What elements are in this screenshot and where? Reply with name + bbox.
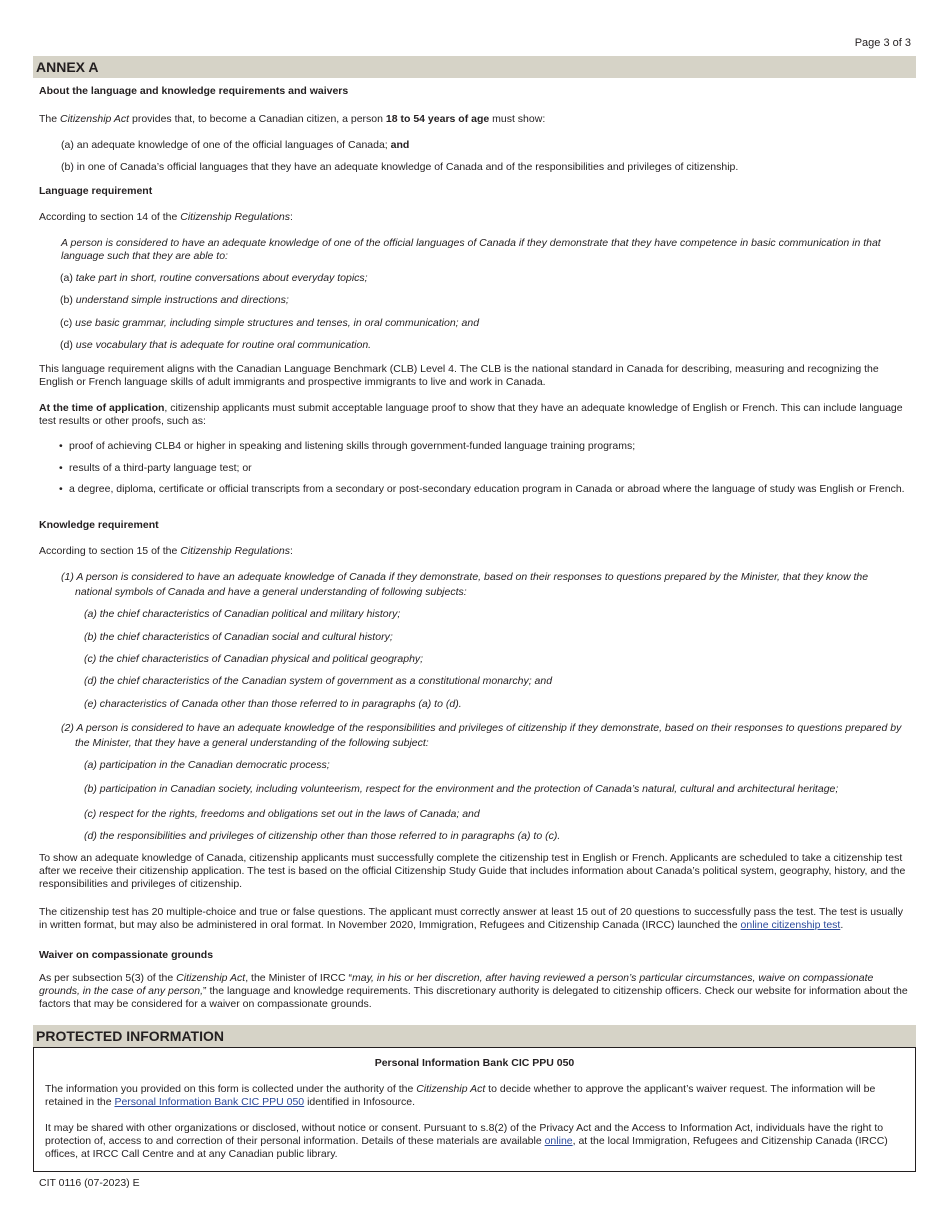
knowledge-p2-item: (d) the responsibilities and privileges of citizenship other than those referred to in paragraphs (a) to (c). [84, 830, 561, 842]
online-citizenship-test-link[interactable]: online citizenship test [740, 919, 841, 931]
protected-info-box [33, 1047, 916, 1172]
protected-title: PROTECTED INFORMATION [36, 1028, 224, 1044]
online-link[interactable]: online [544, 1135, 573, 1147]
waiver-post: ” the language and knowledge requirements. This discretionary authority is delegated to citizenship officers. Check our website for information about the factors that may be considered for a waiver on compassionate grounds. [39, 985, 908, 1010]
knowledge-according-reg: Citizenship Regulations [180, 545, 290, 557]
language-item-text: understand simple instructions and directions; [75, 294, 289, 306]
list-item-text: results of a third-party language test; or [69, 462, 252, 474]
language-item-label: (a) [60, 272, 76, 284]
annex-title: ANNEX A [36, 59, 99, 75]
bullet-icon: • [59, 483, 63, 495]
protected-p1-act: Citizenship Act [416, 1083, 486, 1095]
protected-p2 [45, 1122, 905, 1161]
test-format-end: . [840, 919, 844, 931]
list-item-text: a degree, diploma, certificate or official transcripts from a secondary or post-secondary education program in Canada or abroad where the language of study was English or French. [69, 483, 905, 495]
protected-p1-post: identified in Infosource. [304, 1096, 416, 1108]
test-format-text: The citizenship test has 20 multiple-choice and true or false questions. The applicant must correctly answer at least 15 out of 20 questions to successfully pass the test. The test is usually in written format, but may also be administered in oral format. In November 2020, Immigration, Refugees and Citizenship Canada (IRCC) launched the [39, 906, 903, 931]
annex-heading: About the language and knowledge requirements and waivers [39, 85, 349, 97]
waiver-quote: may, in his or her discretion, after having reviewed a person’s particular circumstances, waive on compassionate grounds, in the case of any person, [39, 972, 874, 997]
protected-p1 [45, 1083, 905, 1109]
knowledge-p1-item: (e) characteristics of Canada other than those referred to in paragraphs (a) to (d). [84, 698, 462, 710]
language-according-reg: Citizenship Regulations [180, 211, 290, 223]
bullet-icon: • [59, 462, 63, 474]
intro-age: 18 to 54 years of age [385, 113, 490, 125]
test-paragraph: To show an adequate knowledge of Canada, citizenship applicants must successfully complete the citizenship test in English or French. Applicants are scheduled to take a citizenship test after we receive their citizenship application. The test is based on the official Citizenship Study Guide that includes information about Canada’s political system, geography, history, and the responsibilities and privileges of citizenship. [39, 852, 906, 890]
language-item-label: (c) [60, 317, 76, 329]
application-rest: , citizenship applicants must submit acceptable language proof to show that they have an adequate knowledge of English or French. This can include language test results or other proofs, such as: [39, 402, 903, 427]
knowledge-heading: Knowledge requirement [39, 519, 159, 531]
knowledge-p2-item: (b) participation in Canadian society, including volunteerism, respect for the environment and the protection of Canada’s natural, cultural and architectural heritage; [84, 783, 839, 795]
language-quote: A person is considered to have an adequate knowledge of one of the official languages of Canada if they demonstrate that they have competence in basic communication in that language such that they are able to: [61, 237, 881, 262]
language-according-pre: According to section 14 of the [39, 211, 181, 223]
knowledge-according-post: : [290, 545, 293, 557]
language-item-text: use vocabulary that is adequate for routine oral communication. [75, 339, 372, 351]
intro-item-a-text: (a) an adequate knowledge of one of the official languages of Canada; [61, 139, 391, 151]
knowledge-p1-item: (c) the chief characteristics of Canadian physical and political geography; [84, 653, 424, 665]
knowledge-p1: (1) A person is considered to have an adequate knowledge of Canada if they demonstrate, based on their responses to questions prepared by the Minister, that they know the national symbols of Canada and have a general understanding of following subjects: [61, 571, 869, 598]
protected-p1-mid: to decide whether to approve the applicant’s waiver request. The information will be retained in the [45, 1083, 876, 1108]
language-item-label: (b) [60, 294, 76, 306]
page-number: Page 3 of 3 [854, 37, 911, 49]
form-code: CIT 0116 (07-2023) E [39, 1177, 140, 1189]
list-item [59, 483, 909, 496]
test-format-paragraph [39, 906, 911, 932]
protected-header-bar [33, 1025, 916, 1047]
knowledge-p2-item: (a) participation in the Canadian democratic process; [84, 759, 330, 771]
intro-pre: The [39, 113, 61, 125]
language-according-post: : [290, 211, 293, 223]
application-paragraph [39, 402, 911, 428]
waiver-act: Citizenship Act [176, 972, 246, 984]
clb-paragraph: This language requirement aligns with the Canadian Language Benchmark (CLB) Level 4. The CLB is the national standard in Canada for describing, measuring and recognizing the English or French language skills of adult immigrants and prospective immigrants to live and work in Canada. [39, 363, 879, 388]
language-item-text: take part in short, routine conversations about everyday topics; [75, 272, 368, 284]
intro-item-b: (b) in one of Canada’s official languages that they have an adequate knowledge of Canada and of the responsibilities and privileges of citizenship. [61, 161, 739, 173]
bullet-icon: • [59, 440, 63, 452]
annex-header-bar [33, 56, 916, 78]
personal-information-bank-link[interactable]: Personal Information Bank CIC PPU 050 [114, 1096, 305, 1108]
knowledge-p1-item: (b) the chief characteristics of Canadian social and cultural history; [84, 631, 393, 643]
protected-p1-pre: The information you provided on this form is collected under the authority of the [45, 1083, 417, 1095]
waiver-mid: , the Minister of IRCC “ [245, 972, 352, 984]
protected-p2-pre: It may be shared with other organizations or disclosed, without notice or consent. Pursuant to s.8(2) of the Privacy Act and the Access to Information Act, individuals have the right to protection of, access to and correction of their personal information. Details of these materials are available [45, 1122, 884, 1147]
waiver-paragraph [39, 972, 911, 1011]
knowledge-p2: (2) A person is considered to have an adequate knowledge of the responsibilities and privileges of citizenship if they demonstrate, based on their responses to questions prepared by the Minister, that they have a general understanding of the following subject: [61, 722, 902, 749]
intro-paragraph [39, 113, 911, 126]
list-item [59, 440, 919, 453]
language-item [60, 317, 910, 330]
intro-item-a [61, 139, 911, 152]
language-according [39, 211, 911, 224]
waiver-pre: As per subsection 5(3) of the [39, 972, 177, 984]
language-item-text: use basic grammar, including simple structures and tenses, in oral communication; and [75, 317, 480, 329]
intro-item-a-and: and [390, 139, 410, 151]
knowledge-according [39, 545, 911, 558]
knowledge-p1-item: (a) the chief characteristics of Canadian political and military history; [84, 608, 401, 620]
list-item-text: proof of achieving CLB4 or higher in speaking and listening skills through government-funded language training programs; [69, 440, 636, 452]
language-heading: Language requirement [39, 185, 153, 197]
protected-p2-post: , at the local Immigration, Refugees and Citizenship Canada (IRCC) offices, at IRCC Call Centre and at any Canadian public library. [45, 1135, 888, 1160]
intro-post: must show: [489, 113, 546, 125]
intro-mid: provides that, to become a Canadian citizen, a person [129, 113, 386, 125]
list-item [59, 462, 919, 475]
language-item-label: (d) [60, 339, 76, 351]
knowledge-according-pre: According to section 15 of the [39, 545, 181, 557]
knowledge-p1-item: (d) the chief characteristics of the Canadian system of government as a constitutional monarchy; and [84, 675, 553, 687]
language-item [60, 272, 910, 285]
knowledge-p2-item: (c) respect for the rights, freedoms and obligations set out in the laws of Canada; and [84, 808, 480, 820]
waiver-heading: Waiver on compassionate grounds [39, 949, 214, 961]
application-bold: At the time of application [39, 402, 165, 414]
intro-act: Citizenship Act [60, 113, 130, 125]
protected-box-title: Personal Information Bank CIC PPU 050 [374, 1057, 575, 1069]
language-item [60, 294, 910, 307]
language-item [60, 339, 910, 352]
